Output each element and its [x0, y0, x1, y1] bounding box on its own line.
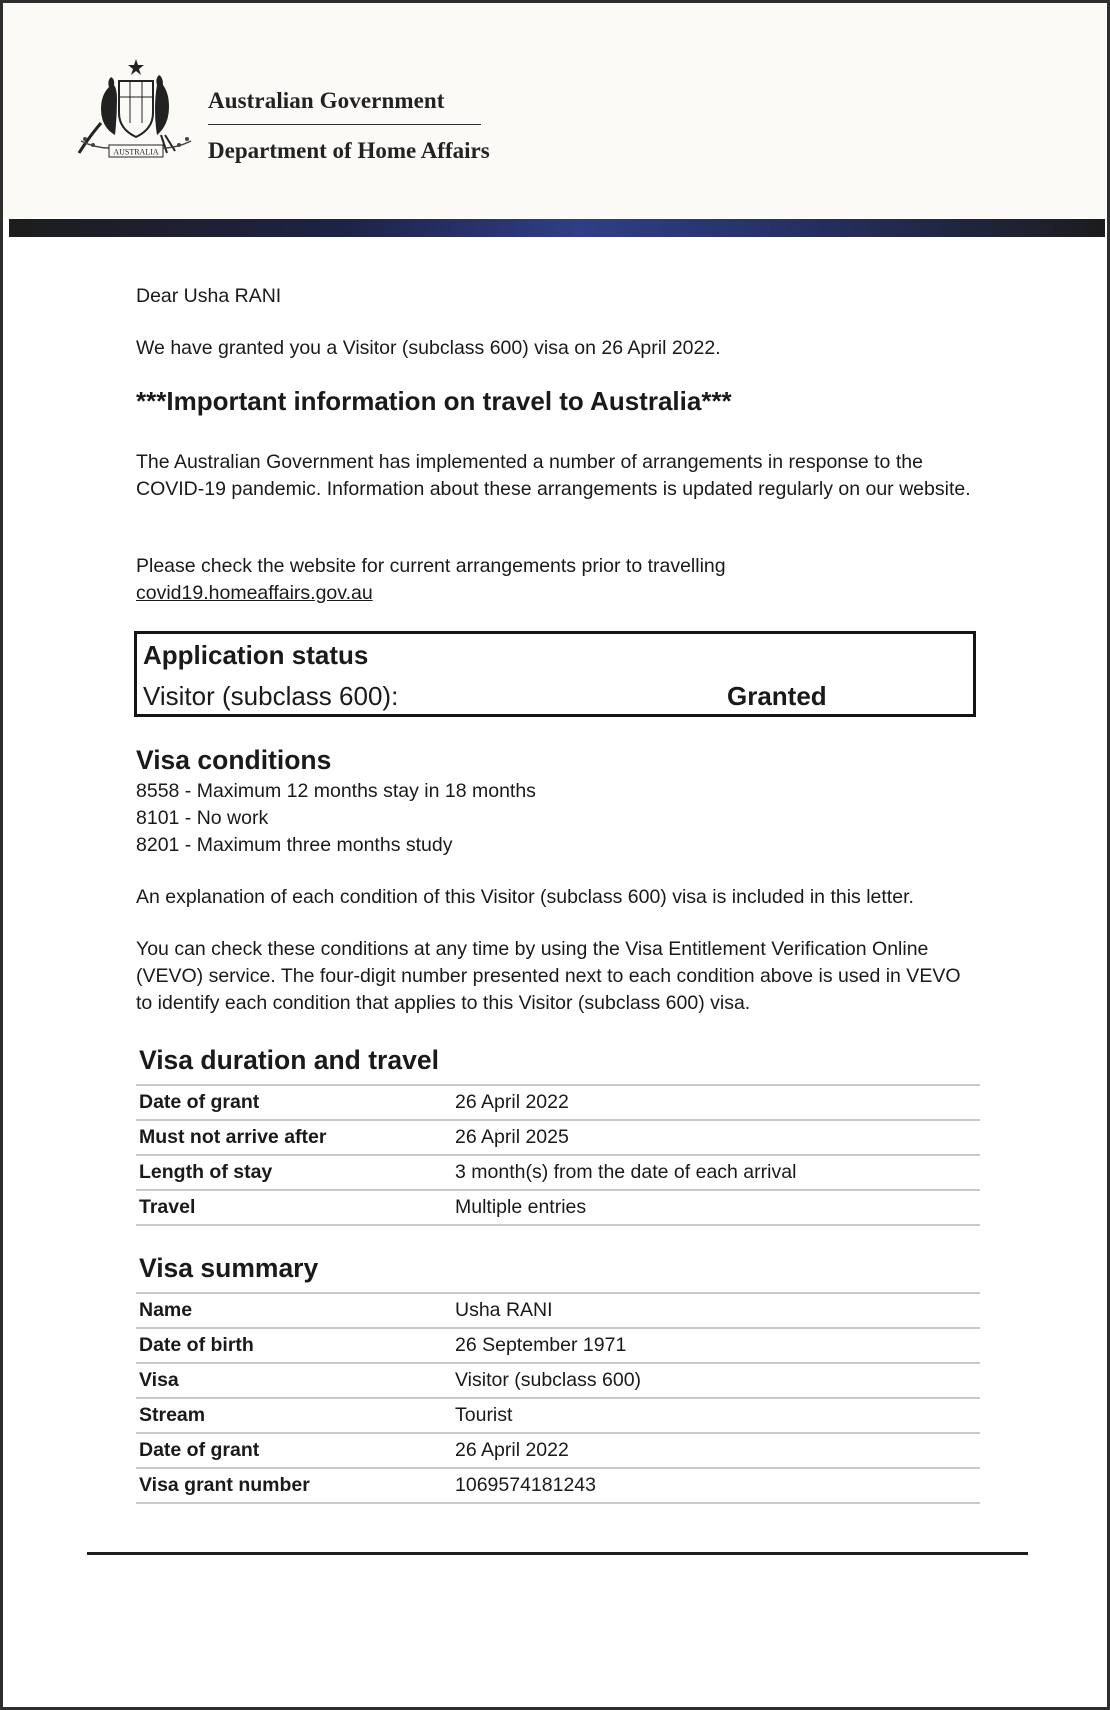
visa-summary-heading: Visa summary — [139, 1253, 319, 1283]
application-status-box — [134, 631, 976, 717]
covid-website-link[interactable]: covid19.homeaffairs.gov.au — [136, 582, 373, 604]
row-value: 1069574181243 — [452, 1468, 980, 1503]
visa-duration-heading: Visa duration and travel — [139, 1045, 439, 1075]
visa-conditions-list — [136, 778, 536, 859]
letterhead — [3, 3, 1107, 218]
table-row — [136, 1398, 980, 1433]
status-visa-label: Visitor (subclass 600): — [143, 681, 399, 711]
row-value: Visitor (subclass 600) — [452, 1363, 980, 1398]
coat-of-arms-icon — [71, 57, 201, 169]
check-website-paragraph — [136, 553, 726, 607]
visa-summary-table — [136, 1292, 980, 1504]
status-badge: Granted — [727, 681, 827, 711]
important-info-heading: ***Important information on travel to Australia*** — [136, 386, 732, 416]
row-value: 26 September 1971 — [452, 1328, 980, 1363]
table-row — [136, 1190, 980, 1225]
header-band — [9, 219, 1105, 237]
row-label: Name — [136, 1293, 452, 1328]
greeting: Dear Usha RANI — [136, 285, 282, 307]
covid-paragraph: The Australian Government has implemented a number of arrangements in response to the COVID-19 pandemic. Information about these arrangements is updated regularly on our website. — [136, 451, 971, 500]
conditions-explanation: An explanation of each condition of this Visitor (subclass 600) visa is included in this letter. — [136, 886, 914, 908]
application-status-title: Application status — [143, 640, 369, 670]
row-value: 26 April 2025 — [452, 1120, 980, 1155]
row-value: 26 April 2022 — [452, 1085, 980, 1120]
table-row — [136, 1433, 980, 1468]
row-label: Visa grant number — [136, 1468, 452, 1503]
condition-item: 8101 - No work — [136, 807, 269, 829]
department-name: Department of Home Affairs — [208, 138, 490, 163]
table-row — [136, 1328, 980, 1363]
vevo-paragraph: You can check these conditions at any time by using the Visa Entitlement Verification Online (VEVO) service. The four-digit number presented next to each condition above is used in VEVO to identify each condition that applies to this Visitor (subclass 600) visa. — [136, 938, 961, 1014]
granted-sentence: We have granted you a Visitor (subclass 600) visa on 26 April 2022. — [136, 337, 721, 359]
row-label: Travel — [136, 1190, 452, 1225]
check-sentence: Please check the website for current arrangements prior to travelling — [136, 555, 726, 577]
row-value: Multiple entries — [452, 1190, 980, 1225]
visa-conditions-heading: Visa conditions — [136, 745, 332, 775]
row-label: Length of stay — [136, 1155, 452, 1190]
table-row — [136, 1085, 980, 1120]
row-label: Stream — [136, 1398, 452, 1433]
row-label: Must not arrive after — [136, 1120, 452, 1155]
row-label: Date of grant — [136, 1433, 452, 1468]
row-label: Visa — [136, 1363, 452, 1398]
title-divider — [208, 124, 481, 125]
svg-text:AUSTRALIA: AUSTRALIA — [113, 147, 159, 157]
row-label: Date of grant — [136, 1085, 452, 1120]
row-value: Usha RANI — [452, 1293, 980, 1328]
footer-divider — [87, 1552, 1028, 1555]
table-row — [136, 1468, 980, 1503]
condition-item: 8558 - Maximum 12 months stay in 18 months — [136, 780, 536, 802]
visa-duration-table — [136, 1084, 980, 1226]
row-value: 3 month(s) from the date of each arrival — [452, 1155, 980, 1190]
table-row — [136, 1155, 980, 1190]
table-row — [136, 1293, 980, 1328]
condition-item: 8201 - Maximum three months study — [136, 834, 453, 856]
table-row — [136, 1363, 980, 1398]
row-label: Date of birth — [136, 1328, 452, 1363]
table-row — [136, 1120, 980, 1155]
row-value: 26 April 2022 — [452, 1433, 980, 1468]
government-title-block — [208, 88, 490, 164]
government-name: Australian Government — [208, 88, 445, 113]
row-value: Tourist — [452, 1398, 980, 1433]
